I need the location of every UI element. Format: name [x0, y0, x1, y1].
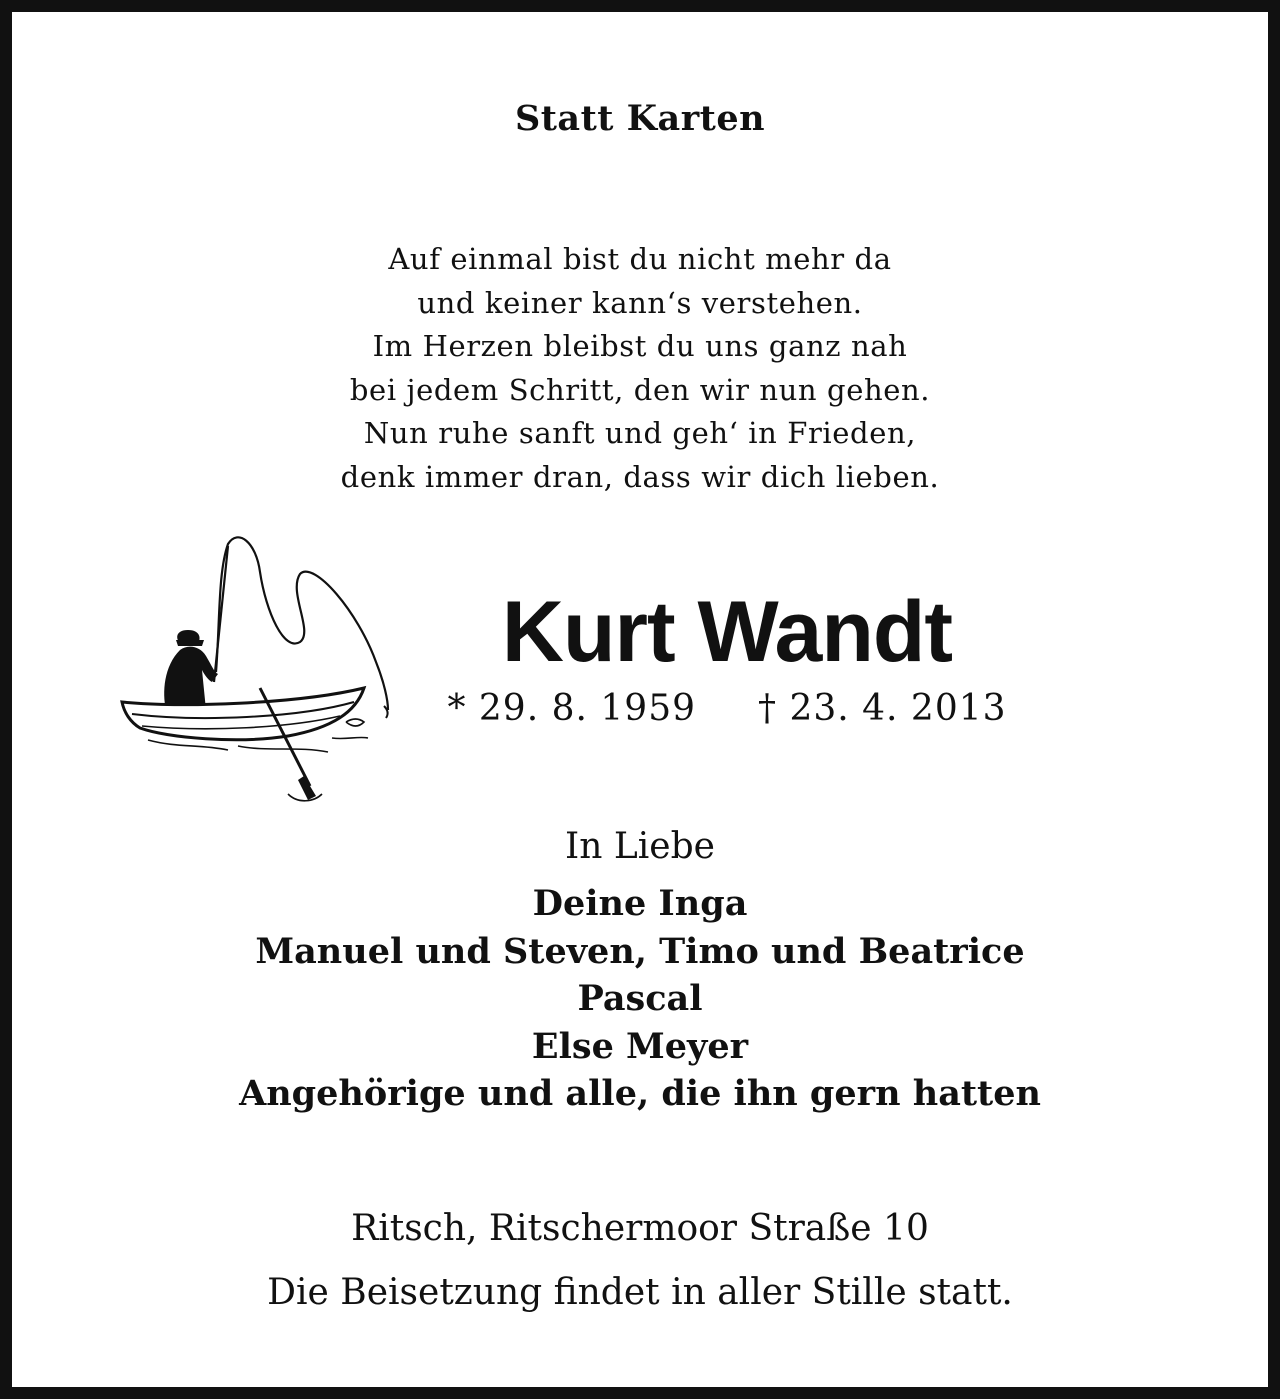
poem-line: Nun ruhe sanft und geh‘ in Frieden,	[363, 416, 917, 450]
poem-line: Im Herzen bleibst du uns ganz nah	[372, 329, 908, 363]
mourner-line: Manuel und Steven, Timo und Beatrice	[255, 930, 1025, 972]
closing-phrase: In Liebe	[565, 826, 715, 867]
address: Ritsch, Ritschermoor Straße 10	[351, 1208, 929, 1249]
death-date: † 23. 4. 2013	[758, 688, 1007, 729]
poem-line: denk immer dran, dass wir dich lieben.	[340, 459, 940, 494]
life-dates	[432, 688, 1022, 729]
notice-header: Statt Karten	[514, 98, 766, 139]
poem-line: bei jedem Schritt, den wir nun gehen.	[349, 372, 931, 407]
deceased-name: Kurt Wandt	[501, 584, 953, 680]
poem-line: und keiner kann‘s verstehen.	[417, 285, 863, 320]
mourner-line: Pascal	[577, 978, 703, 1019]
mourner-line: Deine Inga	[532, 883, 748, 924]
mourners-list	[12, 880, 1268, 1118]
birth-date: * 29. 8. 1959	[447, 688, 696, 729]
poem-line: Auf einmal bist du nicht mehr da	[388, 242, 892, 276]
mourner-line: Else Meyer	[531, 1025, 749, 1067]
mourner-line: Angehörige und alle, die ihn gern hatten	[239, 1073, 1041, 1114]
funeral-note: Die Beisetzung findet in aller Stille statt.	[267, 1272, 1013, 1313]
fisherman-in-boat-icon	[118, 532, 403, 814]
poem	[12, 238, 1268, 499]
